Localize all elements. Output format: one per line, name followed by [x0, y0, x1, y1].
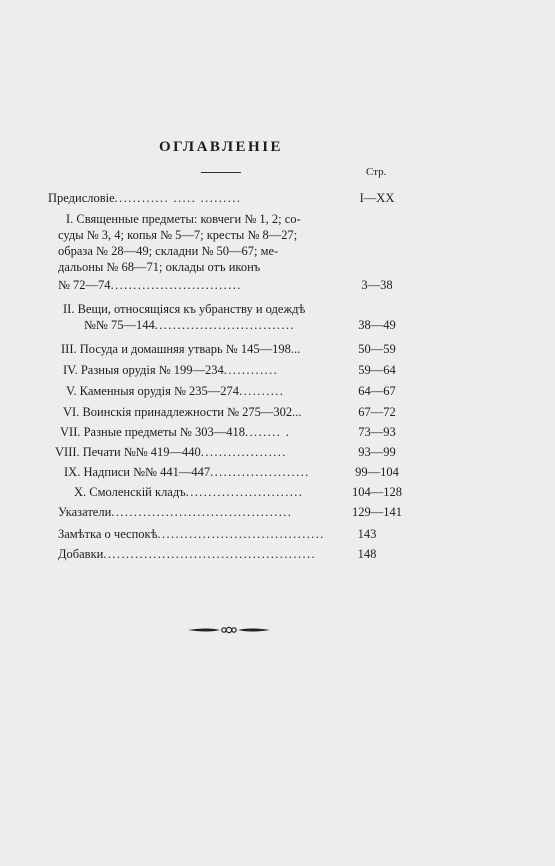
- toc-leader: ........ .: [244, 425, 291, 439]
- toc-entry-preface: [48, 190, 241, 206]
- toc-leader: ...................: [200, 445, 287, 459]
- toc-entry-9: [64, 464, 310, 480]
- toc-entry-label: Предисловіе: [48, 191, 115, 205]
- toc-entry-indexes: [58, 504, 292, 520]
- toc-entry-label: VII. Разные предметы № 303—418: [60, 425, 245, 439]
- toc-entry-10: [74, 484, 303, 500]
- toc-entry-1-line-2: суды № 3, 4; копья № 5—7; кресты № 8—27;: [58, 228, 298, 242]
- toc-leader: ............: [223, 363, 279, 377]
- toc-page-number: 64—67: [358, 384, 396, 398]
- toc-entry-label: № 72—74: [58, 278, 111, 292]
- toc-entry-label: V. Каменныя орудія № 235—274: [66, 384, 240, 398]
- toc-entry-label: VI. Воинскія принадлежности № 275—302...: [63, 405, 302, 419]
- toc-leader: .............................: [110, 278, 242, 292]
- toc-leader: ........................................: [111, 505, 293, 519]
- toc-leader: ...............................: [154, 318, 296, 332]
- toc-page-number: 143: [357, 527, 377, 541]
- toc-page-number: 129—141: [352, 505, 402, 519]
- toc-leader: ...............................................: [103, 547, 317, 561]
- toc-entry-label: №№ 75—144: [84, 318, 155, 332]
- toc-page-number: 104—128: [352, 485, 402, 499]
- toc-entry-2-line-1: II. Вещи, относящіяся къ убранству и одеждѣ: [63, 302, 306, 316]
- toc-page-number: 67—72: [358, 405, 396, 419]
- toc-page-number: 50—59: [358, 342, 396, 356]
- title-rule: [201, 172, 241, 173]
- toc-page-number: 73—93: [358, 425, 396, 439]
- toc-page-number: 38—49: [358, 318, 396, 332]
- toc-page-number: 99—104: [355, 465, 399, 479]
- toc-leader: ..........: [239, 384, 285, 398]
- toc-entry-addenda: [58, 546, 316, 562]
- toc-entry-label: III. Посуда и домашняя утварь № 145—198...: [61, 342, 301, 356]
- toc-entry-6: [63, 404, 302, 420]
- toc-entry-note: [58, 526, 325, 542]
- toc-leader: .....................................: [157, 527, 325, 541]
- toc-page-number: I—XX: [359, 191, 395, 205]
- toc-entry-1-line-4: дальоны № 68—71; оклады отъ иконъ: [58, 260, 261, 274]
- toc-page-number: 59—64: [358, 363, 396, 377]
- toc-leader: ..........................: [185, 485, 304, 499]
- page-column-header: Стр.: [366, 166, 387, 178]
- toc-entry-5: [66, 383, 284, 399]
- page-title: ОГЛАВЛЕНІЕ: [158, 139, 284, 155]
- toc-entry-1-line-3: образа № 28—49; складни № 50—67; ме-: [58, 244, 279, 258]
- toc-entry-label: IV. Разныя орудія № 199—234: [63, 363, 224, 377]
- toc-entry-label: Указатели: [58, 505, 112, 519]
- toc-entry-8: [55, 444, 287, 460]
- toc-entry-label: VIII. Печати №№ 419—440: [55, 445, 201, 459]
- toc-entry-label: X. Смоленскій кладъ: [74, 485, 186, 499]
- toc-leader: ......................: [210, 465, 310, 479]
- toc-entry-label: Добавки: [58, 547, 104, 561]
- toc-entry-4: [63, 362, 278, 378]
- toc-entry-3: [61, 341, 300, 357]
- toc-entry-label: IX. Надписи №№ 441—447: [64, 465, 211, 479]
- toc-leader: ............ ..... .........: [114, 191, 242, 205]
- toc-page-number: 93—99: [358, 445, 396, 459]
- toc-entry-label: Замѣтка о чеспокѣ: [58, 527, 158, 541]
- toc-entry-1-line-1: I. Священные предметы: ковчеги № 1, 2; со-: [66, 212, 301, 226]
- toc-entry-2-line-2: [84, 317, 295, 333]
- toc-entry-1-line-5: [58, 277, 242, 293]
- toc-page-number: 148: [357, 547, 377, 561]
- ornament-divider: [186, 622, 272, 638]
- toc-entry-7: [60, 424, 290, 440]
- toc-page-number: 3—38: [361, 278, 393, 292]
